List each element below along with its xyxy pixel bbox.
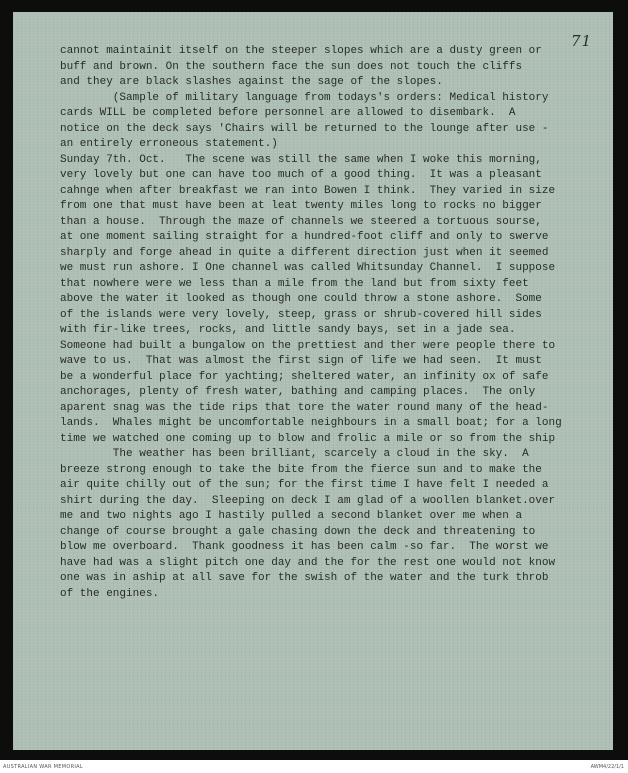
text-line: me and two nights ago I hastily pulled a second blanket over me when a — [60, 510, 523, 522]
text-line: lands. Whales might be uncomfortable neighbours in a small boat; for a long — [60, 417, 562, 429]
text-line: of the engines. — [60, 587, 160, 600]
text-line: above the water it looked as though one could throw a stone ashore. Some — [60, 293, 542, 305]
text-line: cahnge when after breakfast we ran into Bowen I think. They varied in size — [60, 184, 556, 197]
text-line: an entirely erroneous statement.) — [60, 138, 278, 150]
text-line: sharply and forge ahead in quite a different direction just when it seemed — [60, 246, 549, 259]
text-line: notice on the deck says 'Chairs will be returned to the lounge after use - — [60, 122, 549, 135]
text-line: blow me overboard. Thank goodness it has been calm -so far. The worst we — [60, 541, 549, 553]
text-line: cards WILL be completed before personnel are allowed to disembark. A — [60, 107, 516, 119]
text-line: with fir-like trees, rocks, and little sandy bays, set in a jade sea. — [60, 324, 516, 336]
text-line: The weather has been brilliant, scarcely a cloud in the sky. A — [60, 448, 529, 460]
text-line: change of course brought a gale chasing down the deck and threatening to — [60, 525, 536, 538]
text-line: cannot maintainit itself on the steeper slopes which are a dusty green or — [60, 45, 542, 57]
text-line: than a house. Through the maze of channels we steered a tortuous sourse, — [60, 215, 542, 228]
text-line: time we watched one coming up to blow and frolic a mile or so from the ship — [60, 432, 556, 445]
text-line: from one that must have been at leat twenty miles long to rocks no bigger — [60, 200, 542, 212]
text-line: and they are black slashes against the sage of the slopes. — [60, 76, 443, 88]
text-line: have had was a slight pitch one day and the for the rest one would not know — [60, 556, 556, 569]
page-number: 71 — [571, 32, 593, 50]
text-line: Someone had built a bungalow on the prettiest and ther were people there to — [60, 339, 556, 352]
text-line: (Sample of military language from todays's orders: Medical history — [60, 91, 549, 104]
text-line: one was in aship at all save for the swish of the water and the turk throb — [60, 572, 549, 584]
text-line: breeze strong enough to take the bite from the fierce sun and to make the — [60, 463, 542, 476]
text-line: shirt during the day. Sleeping on deck I am glad of a woollen blanket.over — [60, 494, 556, 507]
text-line: aparent snag was the tide rips that tore the water round many of the head- — [60, 401, 549, 414]
text-line: be a wonderful place for yachting; sheltered water, an infinity ox of safe — [60, 370, 549, 383]
text-line: we must run ashore. I One channel was called Whitsunday Channel. I suppose — [60, 262, 556, 274]
text-line: that nowhere were we less than a mile from the land but from sixty feet — [60, 277, 529, 290]
text-line: anchorages, plenty of fresh water, bathing and camping places. The only — [60, 386, 536, 398]
text-line: at one moment sailing straight for a hundred-foot cliff and only to swerve — [60, 231, 549, 243]
text-line: Sunday 7th. Oct. The scene was still the same when I woke this morning, — [60, 153, 542, 166]
footer-bar — [0, 760, 628, 773]
text-line: wave to us. That was almost the first sign of life we had seen. It must — [60, 355, 542, 367]
typescript-body — [60, 44, 608, 602]
footer-archive-label: AUSTRALIAN WAR MEMORIAL — [3, 764, 83, 770]
footer-reference: AWM4/22/1/1 — [590, 764, 624, 770]
text-line: of the islands were very lovely, steep, grass or shrub-covered hill sides — [60, 308, 542, 321]
text-line: very lovely but one can have too much of a good thing. It was a pleasant — [60, 169, 542, 181]
text-line: buff and brown. On the southern face the sun does not touch the cliffs — [60, 60, 523, 73]
text-line: air quite chilly out of the sun; for the first time I have felt I needed a — [60, 479, 549, 491]
